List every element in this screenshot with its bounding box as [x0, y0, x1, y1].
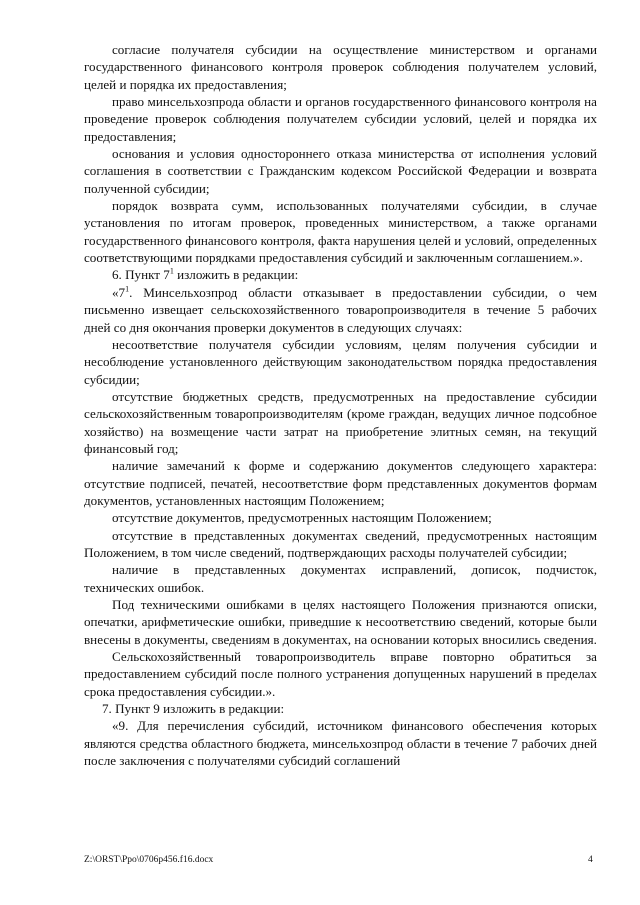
paragraph: наличие замечаний к форме и содержанию документов следующего характера: отсутствие подписей, печатей, несоответствие форм представленных документов формам документов, установленных настоящим Положением;: [84, 458, 597, 508]
superscript: 1: [125, 284, 130, 294]
paragraph: Под техническими ошибками в целях настоящего Положения признаются описки, опечатки, арифметические ошибки, приведшие к несоответствию сведений, которые были внесены в документы, сведениям в документах, на основании которых вносились сведения.: [84, 597, 597, 647]
paragraph: основания и условия одностороннего отказа министерства от исполнения условий соглашения в соответствии с Гражданским кодексом Российской Федерации и возврата полученной субсидии;: [84, 146, 597, 196]
paragraph-item-6: [84, 266, 597, 283]
paragraph: согласие получателя субсидии на осуществление министерством и органами государственного финансового контроля проверок соблюдения получателем условий, целей и порядка их предоставления;: [84, 42, 597, 92]
paragraph: отсутствие в представленных документах сведений, предусмотренных настоящим Положением, в том числе сведений, подтверждающих расходы получателей субсидии;: [84, 527, 597, 560]
paragraph: отсутствие бюджетных средств, предусмотренных на предоставление субсидии сельскохозяйственным товаропроизводителям (кроме граждан, ведущих личное подсобное хозяйство) на возмещение части затрат на приобретение элитных семян, на текущий финансовый год;: [84, 388, 597, 456]
text-run: «7: [112, 284, 126, 300]
paragraph: отсутствие документов, предусмотренных настоящим Положением;: [112, 510, 492, 526]
paragraph: Сельскохозяйственный товаропроизводитель вправе повторно обратиться за предоставлением субсидий после полного устранения допущенных нарушений в пределах срока предоставления субсидии.».: [84, 649, 597, 699]
footer-page-number: 4: [588, 855, 593, 865]
body-text: [84, 41, 597, 769]
paragraph: право минсельхозпрода области и органов государственного финансового контроля на проведение проверок соблюдения получателем субсидии условий, целей и порядка их предоставления;: [84, 94, 597, 144]
paragraph: несоответствие получателя субсидии условиям, целям получения субсидии и несоблюдение установленного действующим законодательством порядка предоставления субсидии;: [84, 336, 597, 387]
text-run: изложить в редакции:: [173, 267, 299, 283]
paragraph: «9. Для перечисления субсидий, источником финансового обеспечения которых являются средства областного бюджета, минсельхозпрод области в течение 7 рабочих дней после заключения с получателями субсидий соглашений: [84, 718, 597, 769]
superscript: 1: [169, 267, 174, 277]
text-run: 6. Пункт 7: [112, 267, 170, 283]
paragraph: наличие в представленных документах исправлений, дописок, подчисток, технических ошибок.: [84, 562, 597, 595]
paragraph: порядок возврата сумм, использованных получателями субсидии, в случае установления по итогам проверок, проведенных министерством, а также органами государственного финансового контроля, факта нарушения целей и условий, определенных соответствующими порядками предоставления субсидий и заключенным соглашением.».: [84, 198, 597, 266]
text-run: . Минсельхозпрод области отказывает в предоставлении субсидии, о чем письменно извещает сельскохозяйственного товаропроизводителя в течение 5 рабочих дней со дня окончания проверки документов в следующих случаях:: [84, 284, 597, 335]
paragraph-quote-7-1: [84, 284, 597, 336]
footer-file-path: Z:\ORST\Ppo\0706p456.f16.docx: [84, 855, 214, 865]
paragraph-item-7: 7. Пункт 9 изложить в редакции:: [102, 701, 285, 717]
